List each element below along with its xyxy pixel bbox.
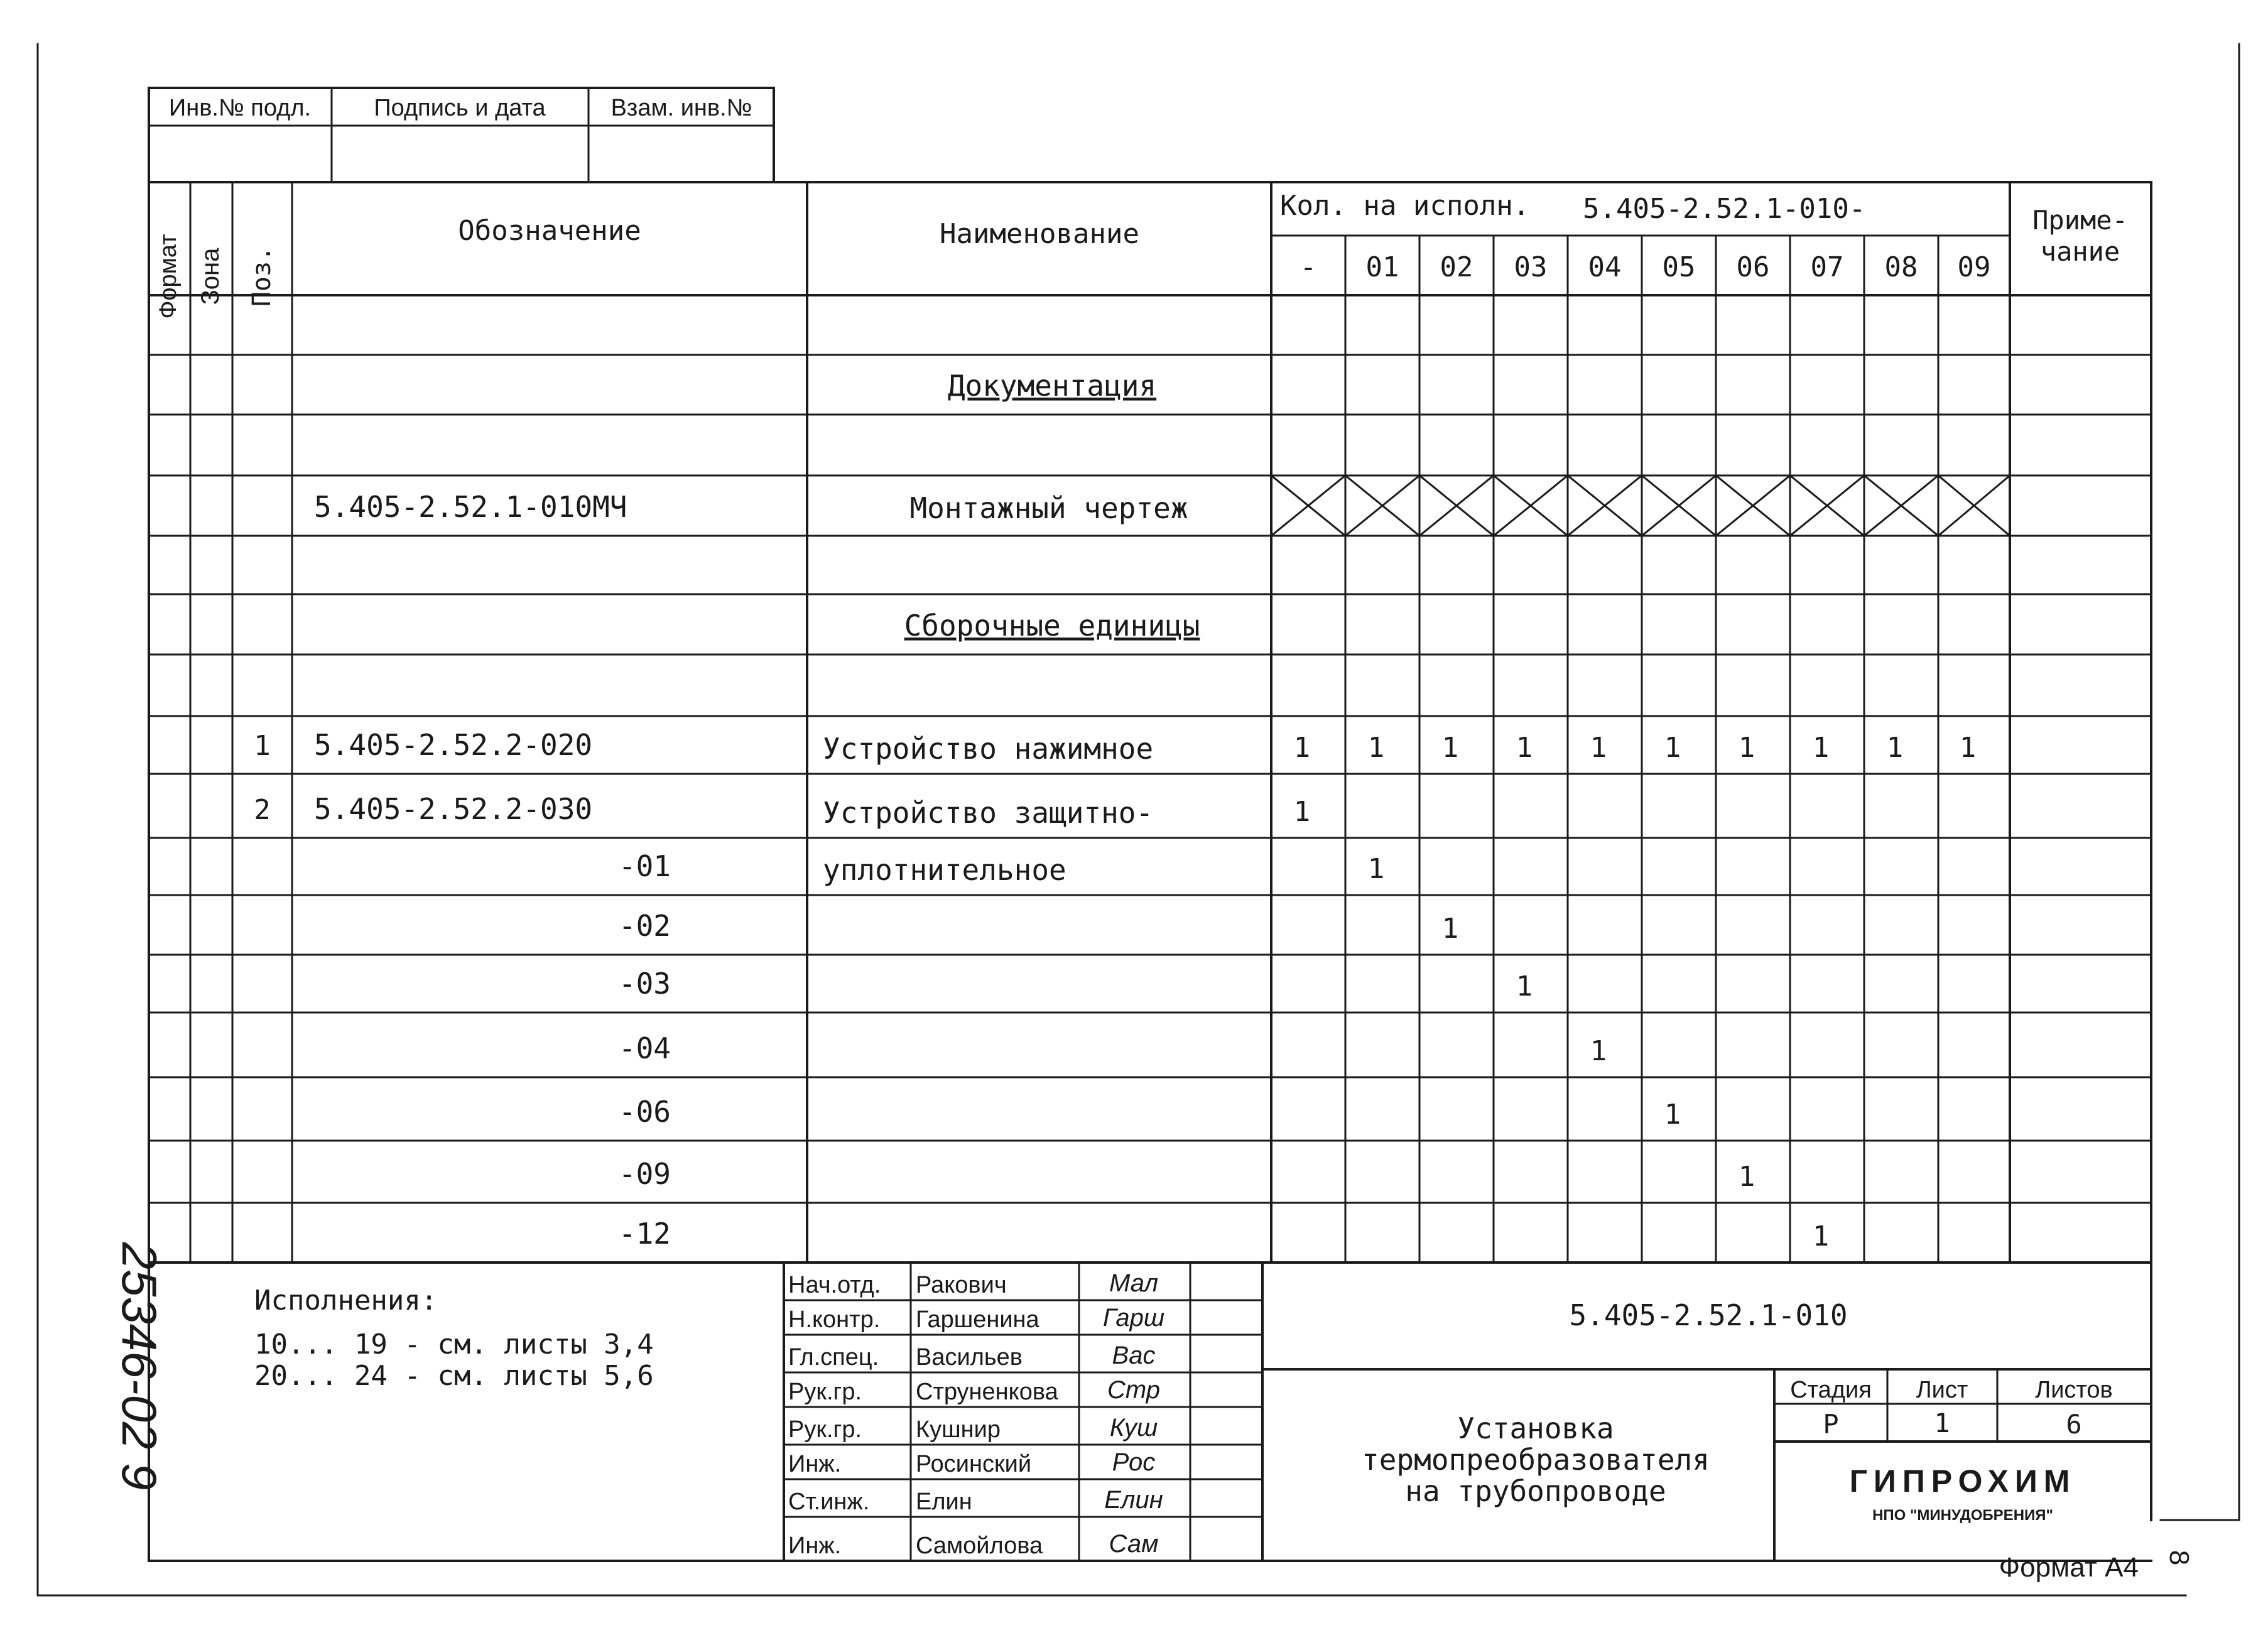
signature-role: Н.контр. — [788, 1306, 881, 1333]
signature-mark: Сам — [1109, 1530, 1159, 1558]
row-qty: 1 — [1293, 796, 1311, 828]
signature-name: Росинский — [916, 1451, 1032, 1477]
row-qty: 1 — [1516, 970, 1533, 1002]
signature-name: Ракович — [916, 1272, 1007, 1298]
row-qty: 1 — [1516, 732, 1533, 764]
row-qty: 1 — [1664, 1099, 1681, 1131]
ispoln-col-07: 07 — [1810, 251, 1844, 283]
row-qty: 1 — [1590, 1035, 1607, 1067]
signature-mark: Вас — [1112, 1342, 1156, 1369]
signature-mark: Стр — [1107, 1376, 1161, 1404]
ispoln-col-02: 02 — [1440, 251, 1473, 283]
row-qty: 1 — [1590, 732, 1607, 764]
row-oboznachenie: -02 — [618, 909, 671, 943]
signature-mark: Гарш — [1102, 1304, 1165, 1332]
stadia-label: Стадия — [1790, 1377, 1872, 1403]
ispoln-col-06: 06 — [1736, 251, 1770, 283]
signature-role: Инж. — [788, 1451, 842, 1477]
signature-mark: Елин — [1104, 1486, 1163, 1514]
notes-line-1: 10... 19 - см. листы 3,4 — [254, 1328, 654, 1360]
org-logo-subtitle: НПО "МИНУДОБРЕНИЯ" — [1872, 1507, 2053, 1524]
row-qty: 1 — [1293, 732, 1311, 764]
row-oboznachenie: -01 — [618, 849, 671, 883]
signature-name: Кушнир — [916, 1416, 1001, 1443]
title-line-2: термопреобразователя — [1362, 1443, 1710, 1477]
col-poz-header: Поз. — [247, 246, 276, 307]
org-logo-name: ГИПРОХИМ — [1849, 1464, 2076, 1499]
title-line-3: на трубопроводе — [1405, 1474, 1666, 1508]
doc-number: 5.405-2.52.1-010 — [1569, 1298, 1848, 1332]
col-format-header: Формат — [155, 234, 182, 319]
title-line-1: Установка — [1457, 1411, 1614, 1445]
ispoln-col-09: 09 — [1957, 251, 1991, 283]
row-oboznachenie: -12 — [618, 1217, 671, 1251]
col-primechanie-header-1: Приме- — [2032, 205, 2128, 236]
notes-title: Исполнения: — [254, 1284, 438, 1317]
row-qty: 1 — [1738, 1161, 1755, 1193]
stamp-vzam-inv-label: Взам. инв.№ — [610, 95, 752, 121]
stamp-podpis-data-label: Подпись и дата — [374, 95, 546, 121]
stamp-inv-podl-label: Инв.№ подл. — [168, 95, 312, 121]
ispoln-col-01: 01 — [1365, 251, 1399, 283]
signature-name: Самойлова — [916, 1533, 1043, 1559]
row-qty: 1 — [1441, 732, 1459, 764]
signature-mark: Рос — [1112, 1448, 1156, 1476]
row-qty: 1 — [1812, 1220, 1830, 1252]
listov-value: 6 — [2066, 1409, 2082, 1440]
row-oboznachenie: -03 — [618, 967, 671, 1001]
row-naimenovanie: Устройство нажимное — [823, 732, 1154, 766]
row-oboznachenie: -06 — [618, 1095, 671, 1129]
signature-mark: Куш — [1109, 1414, 1158, 1442]
col-naimenovanie-header: Наименование — [940, 218, 1139, 250]
col-kol-header: Кол. на исполн. — [1280, 190, 1530, 222]
ispoln-col-base: - — [1299, 251, 1317, 283]
row-poz: 2 — [254, 794, 271, 826]
row-qty: 1 — [1738, 732, 1755, 764]
row-qty: 1 — [1664, 732, 1681, 764]
row-oboznachenie: 5.405-2.52.2-020 — [314, 728, 593, 762]
row-oboznachenie: 5.405-2.52.2-030 — [314, 792, 593, 826]
page-mark: 8 — [2164, 1550, 2195, 1566]
col-oboznachenie-header: Обозначение — [458, 215, 641, 247]
signature-name: Васильев — [916, 1344, 1023, 1371]
notes-line-2: 20... 24 - см. листы 5,6 — [254, 1360, 654, 1392]
section-heading: Сборочные единицы — [904, 609, 1200, 643]
row-oboznachenie: 5.405-2.52.1-010МЧ — [314, 490, 627, 524]
row-qty: 1 — [1812, 732, 1830, 764]
row-qty: 1 — [1441, 913, 1459, 945]
ispoln-col-08: 08 — [1884, 251, 1918, 283]
ispoln-col-03: 03 — [1514, 251, 1548, 283]
signature-role: Рук.гр. — [788, 1416, 862, 1443]
row-qty: 1 — [1959, 732, 1977, 764]
row-naimenovanie: уплотнительное — [823, 853, 1066, 887]
row-qty: 1 — [1886, 732, 1904, 764]
signature-mark: Мал — [1109, 1269, 1159, 1297]
ispoln-col-04: 04 — [1588, 251, 1622, 283]
row-naimenovanie: Устройство защитно- — [823, 796, 1154, 830]
stadia-value: Р — [1823, 1409, 1839, 1440]
row-poz: 1 — [254, 730, 271, 762]
signature-role: Рук.гр. — [788, 1379, 862, 1405]
signature-name: Елин — [916, 1489, 972, 1515]
margin-handwritten-number: 25346-02 9 — [112, 1242, 167, 1491]
listov-label: Листов — [2035, 1377, 2113, 1403]
signature-role: Инж. — [788, 1533, 842, 1559]
row-naimenovanie: Монтажный чертеж — [909, 491, 1188, 525]
row-qty: 1 — [1367, 853, 1385, 885]
signature-role: Гл.спец. — [788, 1344, 879, 1371]
designation-base: 5.405-2.52.1-010- — [1583, 193, 1866, 225]
signature-role: Ст.инж. — [788, 1489, 870, 1515]
col-primechanie-header-2: чание — [2040, 236, 2120, 267]
signature-role: Нач.отд. — [788, 1272, 881, 1298]
row-oboznachenie: -04 — [618, 1031, 671, 1065]
row-oboznachenie: -09 — [618, 1157, 671, 1191]
col-zona-header: Зона — [197, 247, 224, 305]
ispoln-col-05: 05 — [1662, 251, 1696, 283]
signature-name: Струненкова — [916, 1379, 1058, 1405]
signature-name: Гаршенина — [916, 1306, 1039, 1333]
section-heading: Документация — [947, 369, 1157, 403]
list-value: 1 — [1934, 1408, 1950, 1438]
format-label: Формат А4 — [1999, 1552, 2139, 1583]
list-label: Лист — [1916, 1377, 1968, 1403]
row-qty: 1 — [1367, 732, 1385, 764]
